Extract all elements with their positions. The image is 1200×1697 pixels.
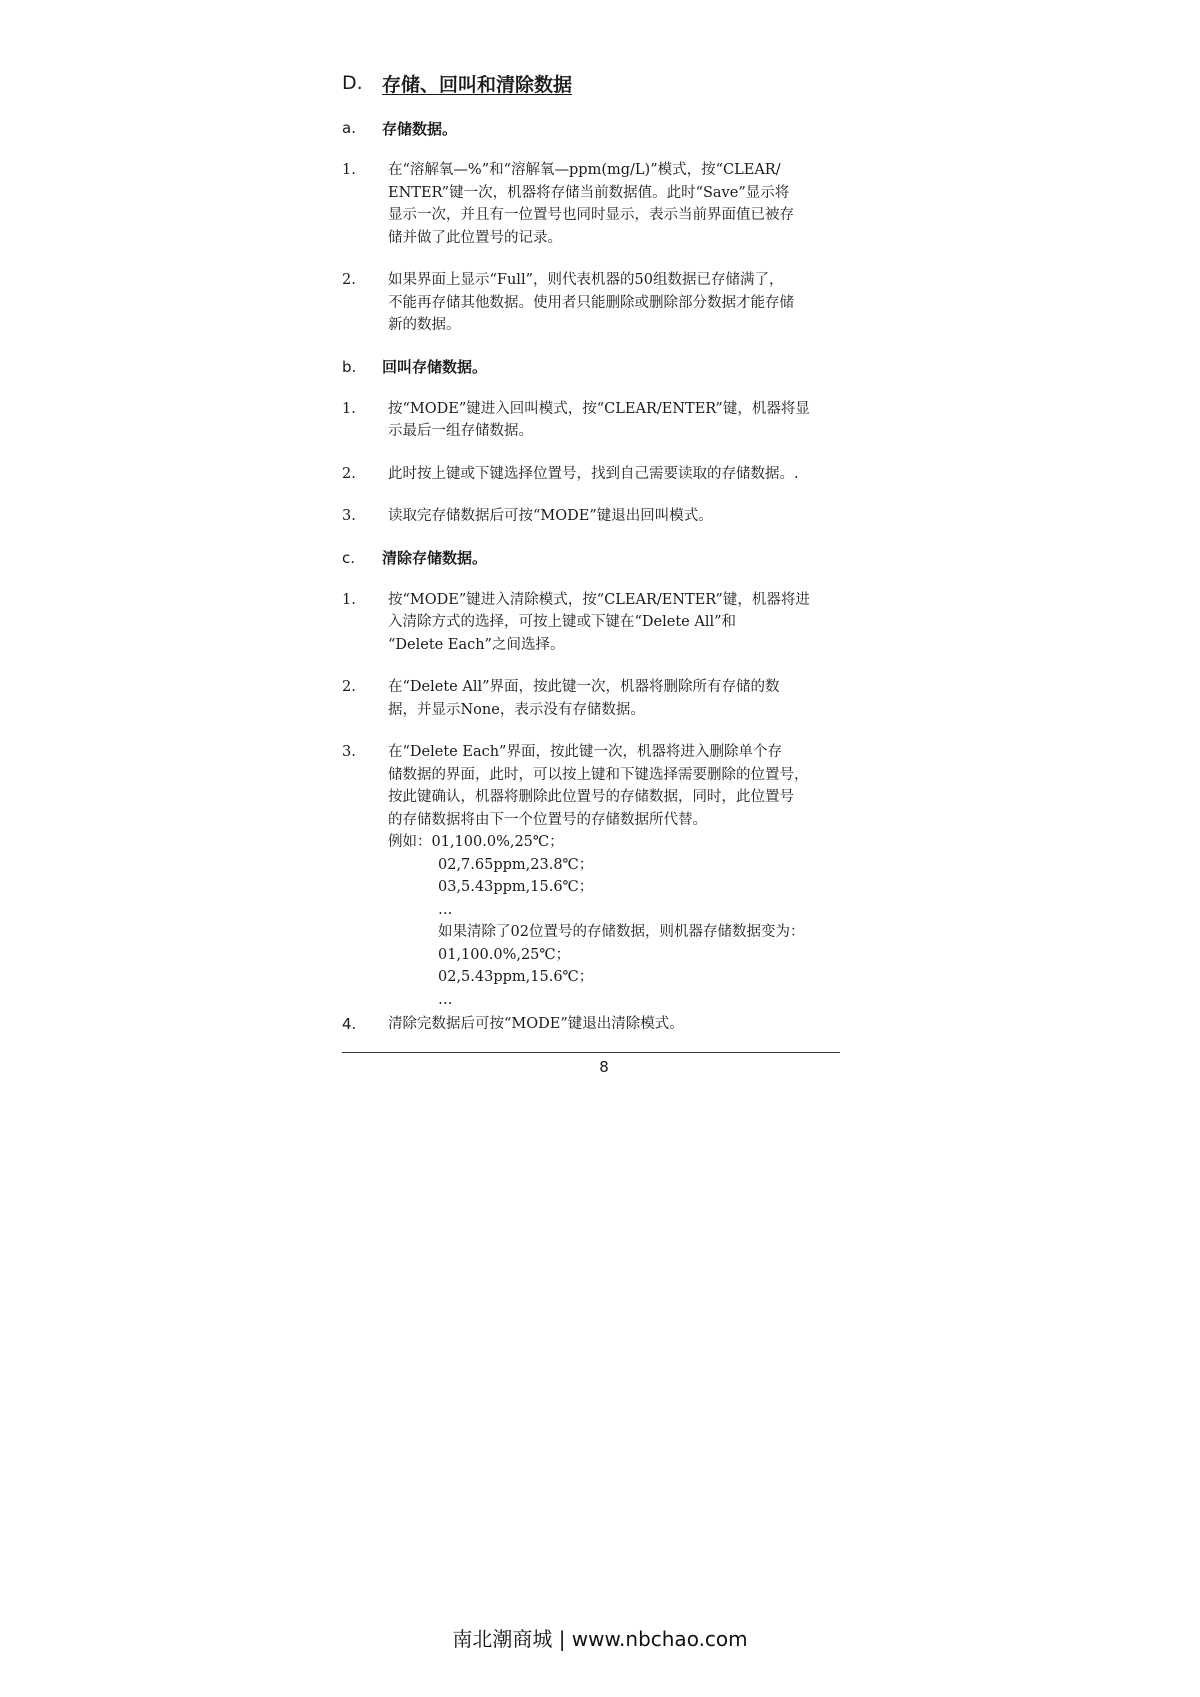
example-line: 03,5.43ppm,15.6℃； xyxy=(438,879,594,895)
example-line: … xyxy=(438,991,453,1008)
section-heading xyxy=(342,70,872,96)
document-page xyxy=(342,70,872,1056)
item-text xyxy=(388,676,872,721)
list-item xyxy=(342,505,872,528)
item-number: 1. xyxy=(342,591,356,608)
example-line: 01,100.0%,25℃； xyxy=(438,946,571,963)
item-text xyxy=(388,505,872,528)
text-line: 按“MODE”键进入清除模式，按“CLEAR/ENTER”键，机器将进 xyxy=(388,591,810,608)
text-line: 如果界面上显示“Full”，则代表机器的50组数据已存储满了， xyxy=(388,272,784,288)
text-line: 不能再存储其他数据。使用者只能删除或删除部分数据才能存储 xyxy=(388,294,794,311)
text-line: 此时按上键或下键选择位置号，找到自己需要读取的存储数据。. xyxy=(388,465,799,482)
list-item xyxy=(342,463,872,486)
subsection-c-heading xyxy=(342,548,872,568)
item-number: 2. xyxy=(342,679,356,695)
subsection-letter: a. xyxy=(342,119,356,137)
example-line: … xyxy=(438,901,453,918)
list-item xyxy=(342,589,872,657)
item-number: 1. xyxy=(342,162,356,178)
footer-divider xyxy=(342,1052,840,1053)
text-line: 新的数据。 xyxy=(388,317,461,333)
list-item xyxy=(342,159,872,249)
subsection-title: 回叫存储数据。 xyxy=(382,358,488,376)
example-label: 例如：01,100.0%,25℃； xyxy=(388,834,564,850)
text-line: 按此键确认，机器将删除此位置号的存储数据，同时，此位置号 xyxy=(388,789,794,805)
item-number: 3. xyxy=(342,508,356,524)
page-number: 8 xyxy=(599,1058,609,1076)
text-line: ENTER”键一次，机器将存储当前数据值。此时“Save”显示将 xyxy=(388,184,790,201)
item-number: 3. xyxy=(342,744,356,760)
item-text xyxy=(388,741,872,1011)
subsection-a-heading xyxy=(342,118,872,138)
subsection-b-heading xyxy=(342,357,872,377)
list-item xyxy=(342,269,872,337)
text-line: 储并做了此位置号的记录。 xyxy=(388,229,562,246)
text-line: 在“Delete All”界面，按此键一次，机器将删除所有存储的数 xyxy=(388,679,780,695)
subsection-title: 存储数据。 xyxy=(382,119,458,138)
text-line: 示最后一组存储数据。 xyxy=(388,423,533,439)
example-line: 如果清除了02位置号的存储数据，则机器存储数据变为： xyxy=(438,924,805,940)
section-mark: D. xyxy=(342,72,363,94)
item-text xyxy=(388,269,872,337)
text-line: 按“MODE”键进入回叫模式，按“CLEAR/ENTER”键，机器将显 xyxy=(388,400,810,417)
item-text xyxy=(388,159,872,249)
text-line: “Delete Each”之间选择。 xyxy=(388,636,565,653)
item-text xyxy=(388,589,872,657)
text-line: 读取完存储数据后可按“MODE”键退出回叫模式。 xyxy=(388,508,713,524)
list-item xyxy=(342,676,872,721)
item-text xyxy=(388,398,872,443)
item-number: 1. xyxy=(342,400,356,417)
text-line: 的存储数据将由下一个位置号的存储数据所代替。 xyxy=(388,811,707,828)
text-line: 在“Delete Each”界面，按此键一次，机器将进入删除单个存 xyxy=(388,744,782,760)
example-line: 02,7.65ppm,23.8℃； xyxy=(438,856,594,873)
list-item xyxy=(342,1013,872,1036)
text-line: 在“溶解氧—%”和“溶解氧—ppm(mg/L)”模式，按“CLEAR/ xyxy=(388,162,781,178)
text-line: 显示一次，并且有一位置号也同时显示，表示当前界面值已被存 xyxy=(388,207,794,223)
section-title: 存储、回叫和清除数据 xyxy=(382,73,573,96)
subsection-letter: c. xyxy=(342,548,356,567)
item-number: 4. xyxy=(342,1015,357,1033)
item-text xyxy=(388,1013,872,1036)
list-item xyxy=(342,741,872,1011)
subsection-title: 清除存储数据。 xyxy=(382,549,488,567)
site-watermark: 南北潮商城 | www.nbchao.com xyxy=(452,1627,748,1651)
text-line: 储数据的界面，此时，可以按上键和下键选择需要删除的位置号， xyxy=(388,766,809,783)
text-line: 入清除方式的选择，可按上键或下键在“Delete All”和 xyxy=(388,614,737,630)
subsection-letter: b. xyxy=(342,357,357,376)
item-text xyxy=(388,463,872,486)
list-item xyxy=(342,398,872,443)
text-line: 据，并显示None，表示没有存储数据。 xyxy=(388,701,645,718)
example-block xyxy=(388,831,872,1011)
item-number: 2. xyxy=(342,272,356,288)
item-number: 2. xyxy=(342,465,356,482)
text-line: 清除完数据后可按“MODE”键退出清除模式。 xyxy=(388,1016,684,1032)
example-line: 02,5.43ppm,15.6℃； xyxy=(438,969,594,985)
